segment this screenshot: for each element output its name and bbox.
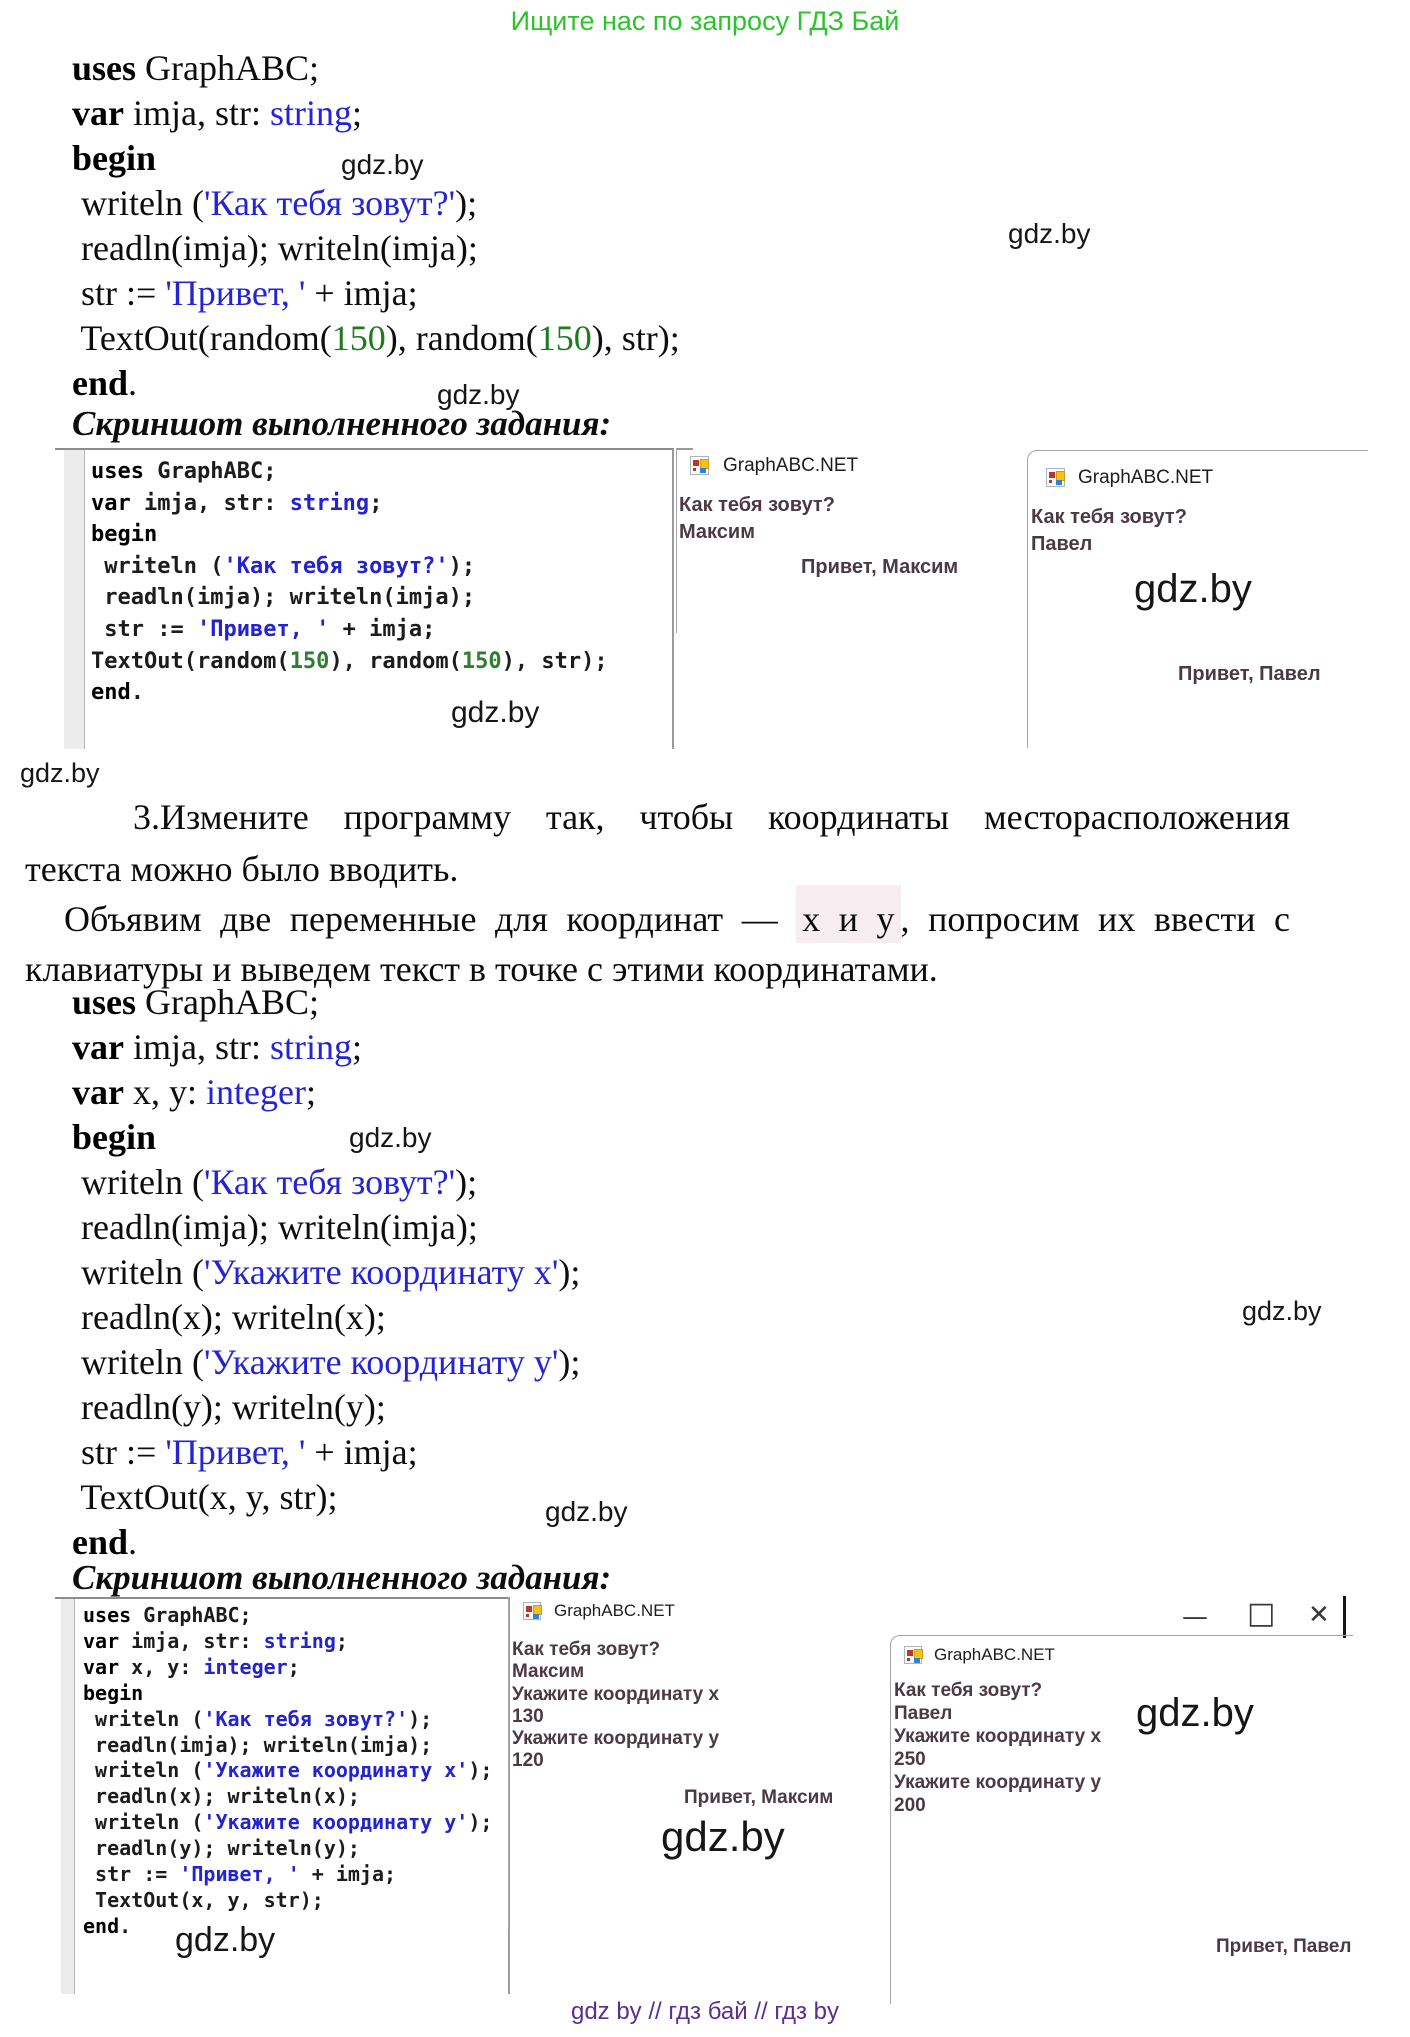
code-line: str := 'Привет, ' + imja; [83,1862,397,1887]
code-line: writeln ('Как тебя зовут?'); [83,1706,433,1731]
code-line: uses GraphABC; [91,459,277,484]
console-line: Укажите координату y [894,1772,1102,1793]
console-line: Максим [512,1661,585,1683]
screenshot-caption-2: Скриншот выполненного задания: [72,1558,612,1597]
watermark: gdz.by [545,1496,628,1527]
watermark: gdz.by [1136,1691,1254,1735]
console-line: Как тебя зовут? [894,1680,1043,1701]
code-line: writeln ('Как тебя зовут?'); [91,553,476,579]
console-line: Павел [894,1703,953,1724]
graphabc-icon [690,456,709,475]
code-line: readln(y); writeln(y); [72,1387,386,1427]
code-line: begin [91,522,158,548]
window-title: GraphABC.NET [554,1601,675,1620]
console-line: Как тебя зовут? [512,1639,661,1660]
graphabc-window-1 [676,448,1033,633]
watermark: gdz.by [349,1122,432,1153]
print-code-block-1 [72,46,680,406]
console-output [679,492,835,546]
textout-result: Привет, Максим [801,556,959,578]
watermark: gdz.by [451,696,540,729]
textout-result: Привет, Максим [684,1787,834,1808]
window-title: GraphABC.NET [934,1645,1055,1664]
code-line: uses GraphABC; [72,48,320,88]
code-line: begin [83,1680,144,1705]
print-code-block-2 [72,980,580,1565]
console-line: 250 [894,1749,926,1770]
code-line: end. [91,680,144,706]
code-line: TextOut(random(150), random(150), str); [72,318,680,358]
code-line: writeln ('Укажите координату y'); [83,1810,493,1835]
watermark: gdz.by [341,149,424,180]
watermark: gdz.by [661,1813,785,1860]
code-line: TextOut(x, y, str); [72,1477,338,1517]
code-line: end. [72,363,138,403]
ide-gutter [61,1599,75,1994]
code-line: end. [72,1522,138,1562]
window-edge-line [1343,1596,1346,1638]
task-text-line-1: 3.Измените программу так, чтобы координаты месторасположения [133,797,1290,837]
console-line: Укажите координату x [894,1726,1102,1747]
window-border [677,448,693,450]
code-line: writeln ('Как тебя зовут?'); [72,1162,478,1202]
console-line: Как тебя зовут? [679,494,835,516]
console-output [894,1679,1101,1817]
code-line: var x, y: integer; [83,1654,300,1679]
code-line: uses GraphABC; [83,1603,252,1627]
console-output [512,1639,719,1773]
code-line: var x, y: integer; [72,1072,316,1112]
code-line: readln(x); writeln(x); [83,1784,360,1809]
code-line: begin [72,1117,157,1157]
code-line: str := 'Привет, ' + imja; [91,616,436,642]
code-line: readln(imja); writeln(imja); [72,1207,478,1247]
code-line: writeln ('Как тебя зовут?'); [72,183,478,223]
textout-result: Привет, Павел [1216,1936,1352,1957]
minimize-icon: — [1182,1602,1208,1632]
graphabc-icon [904,1646,922,1664]
watermark: gdz.by [20,758,100,788]
code-line: readln(imja); writeln(imja); [72,228,478,268]
watermark: gdz.by [1242,1296,1322,1326]
window-title: GraphABC.NET [723,455,859,476]
screenshot-caption-1: Скриншот выполненного задания: [72,404,612,443]
ide-code-screenshot-1 [55,448,674,749]
watermark: gdz.by [1134,567,1252,611]
code-line: uses GraphABC; [72,982,320,1022]
top-banner: Ищите нас по запросу ГДЗ Бай [510,6,900,36]
code-line: TextOut(random(150), random(150), str); [91,648,608,674]
graphabc-window-4 [890,1635,1353,2004]
bottom-banner: gdz by // гдз бай // гдз by [570,1998,840,2025]
textout-result: Привет, Павел [1178,663,1321,685]
text-segment: , попросим их ввести с [900,899,1290,939]
code-line: str := 'Привет, ' + imja; [72,273,418,313]
code-line: readln(y); writeln(y); [83,1836,360,1861]
code-line: var imja, str: string; [72,1027,363,1067]
console-line: 200 [894,1795,926,1816]
watermark: gdz.by [1008,218,1091,249]
code-line: str := 'Привет, ' + imja; [72,1432,418,1472]
ide-code-screenshot-2 [55,1597,510,1994]
code-line: end. [83,1913,132,1938]
text-segment: Объявим две переменные для координат — [64,899,797,939]
code-line: TextOut(x, y, str); [83,1887,324,1912]
code-line: var imja, str: string; [83,1628,348,1653]
console-line: 130 [512,1705,544,1727]
graphabc-window-2 [1027,450,1368,748]
console-line: Как тебя зовут? [1031,506,1187,528]
ide-gutter [64,450,85,749]
solution-text-line-2: клавиатуры и выведем текст в точке с этими координатами. [25,949,938,989]
code-line: readln(imja); writeln(imja); [91,585,476,611]
ide-code-2 [83,1603,492,1940]
maximize-icon: □ [1247,1596,1276,1631]
code-line: begin [72,138,157,178]
code-line: writeln ('Укажите координату x'); [72,1252,581,1292]
window-title: GraphABC.NET [1078,467,1214,488]
close-icon: ✕ [1308,1600,1330,1630]
console-output [1031,504,1187,558]
solution-text-line-1 [64,898,1290,940]
console-line: Укажите координату y [512,1728,720,1750]
highlighted-variables: х и у [796,885,900,943]
console-line: Максим [679,521,755,543]
graphabc-icon [523,1602,541,1620]
console-line: Укажите координату x [512,1683,720,1705]
console-line: 120 [512,1750,544,1772]
ide-code-1 [91,456,608,709]
code-line: writeln ('Укажите координату x'); [83,1758,493,1783]
watermark: gdz.by [437,379,520,410]
graphabc-icon [1046,468,1065,487]
code-line: var imja, str: string; [72,93,363,133]
console-line: Павел [1031,533,1093,555]
watermark: gdz.by [175,1921,276,1959]
code-line: writeln ('Укажите координату y'); [72,1342,581,1382]
code-line: readln(x); writeln(x); [72,1297,386,1337]
code-line: var imja, str: string; [91,490,383,516]
task-text-line-2: текста можно было вводить. [25,849,459,889]
graphabc-window-3 [508,1597,891,1932]
code-line: readln(imja); writeln(imja); [83,1732,433,1757]
